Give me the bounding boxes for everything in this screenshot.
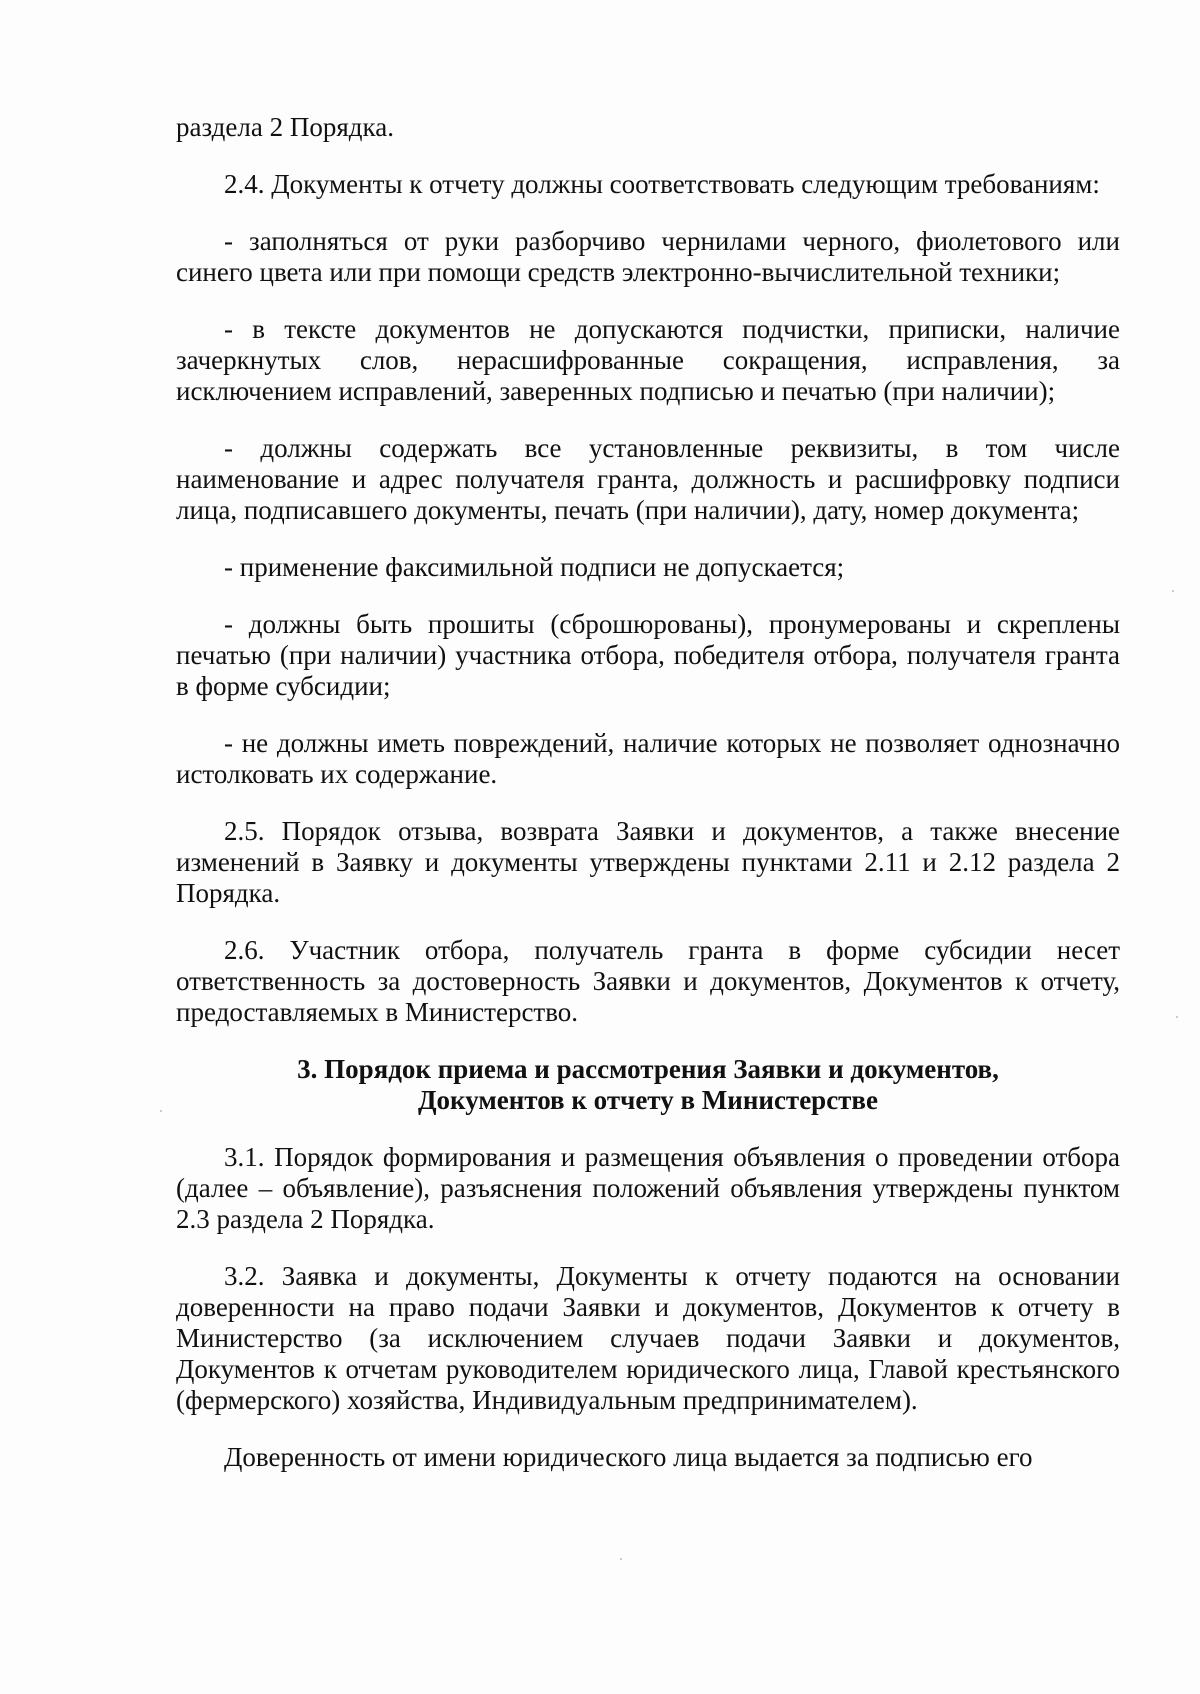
paragraph-3-2: 3.2. Заявка и документы, Документы к отчету подаются на основании доверенности на право подачи Заявки и документов, Документов к отчету в Министерство (за исключением случаев подачи Заявки и документов, Документов к отчетам руководителем юридического лица, Главой крестьянского (фермерского) хозяйства, Индивидуальным предпринимателем). xyxy=(176,1261,1120,1415)
list-item-binding: - должны быть прошиты (сброшюрованы), пронумерованы и скреплены печатью (при наличии) участника отбора, победителя отбора, получателя гранта в форме субсидии; xyxy=(176,609,1120,701)
list-item-requisites: - должны содержать все установленные реквизиты, в том числе наименование и адрес получателя гранта, должность и расшифровку подписи лица, подписавшего документы, печать (при наличии), дату, номер документа; xyxy=(176,433,1120,525)
scan-speck xyxy=(620,1558,622,1560)
list-item-fill-requirement: - заполняться от руки разборчиво чернилами черного, фиолетового или синего цвета или при помощи средств электронно-вычислительной техники; xyxy=(176,226,1120,287)
scan-speck xyxy=(1172,590,1174,592)
section-3-heading xyxy=(176,1054,1120,1116)
paragraph-3-1: 3.1. Порядок формирования и размещения объявления о проведении отбора (далее – объявление), разъяснения положений объявления утверждены пунктом 2.3 раздела 2 Порядка. xyxy=(176,1142,1120,1234)
document-body xyxy=(176,112,1120,1499)
scan-speck xyxy=(160,1110,162,1112)
scan-speck xyxy=(1176,1016,1178,1018)
paragraph-2-6: 2.6. Участник отбора, получатель гранта в форме субсидии несет ответственность за достоверность Заявки и документов, Документов к отчету, предоставляемых в Министерство. xyxy=(176,935,1120,1027)
list-item-no-facsimile: - применение факсимильной подписи не допускается; xyxy=(224,552,845,582)
paragraph-2-5: 2.5. Порядок отзыва, возврата Заявки и документов, а также внесение изменений в Заявку и документы утверждены пунктами 2.11 и 2.12 раздела 2 Порядка. xyxy=(176,816,1120,908)
paragraph-power-of-attorney: Доверенность от имени юридического лица выдается за подписью его xyxy=(224,1442,1033,1472)
list-item-no-damage: - не должны иметь повреждений, наличие которых не позволяет однозначно истолковать их содержание. xyxy=(176,728,1120,789)
list-item-no-corrections: - в тексте документов не допускаются подчистки, приписки, наличие зачеркнутых слов, нерасшифрованные сокращения, исправления, за исключением исправлений, заверенных подписью и печатью (при наличии); xyxy=(176,314,1120,406)
paragraph-continuation: раздела 2 Порядка. xyxy=(176,112,394,142)
paragraph-2-4: 2.4. Документы к отчету должны соответствовать следующим требованиям: xyxy=(224,169,1100,199)
section-heading-line-2: Документов к отчету в Министерстве xyxy=(417,1085,878,1115)
section-heading-line-1: 3. Порядок приема и рассмотрения Заявки и документов, xyxy=(297,1054,999,1084)
